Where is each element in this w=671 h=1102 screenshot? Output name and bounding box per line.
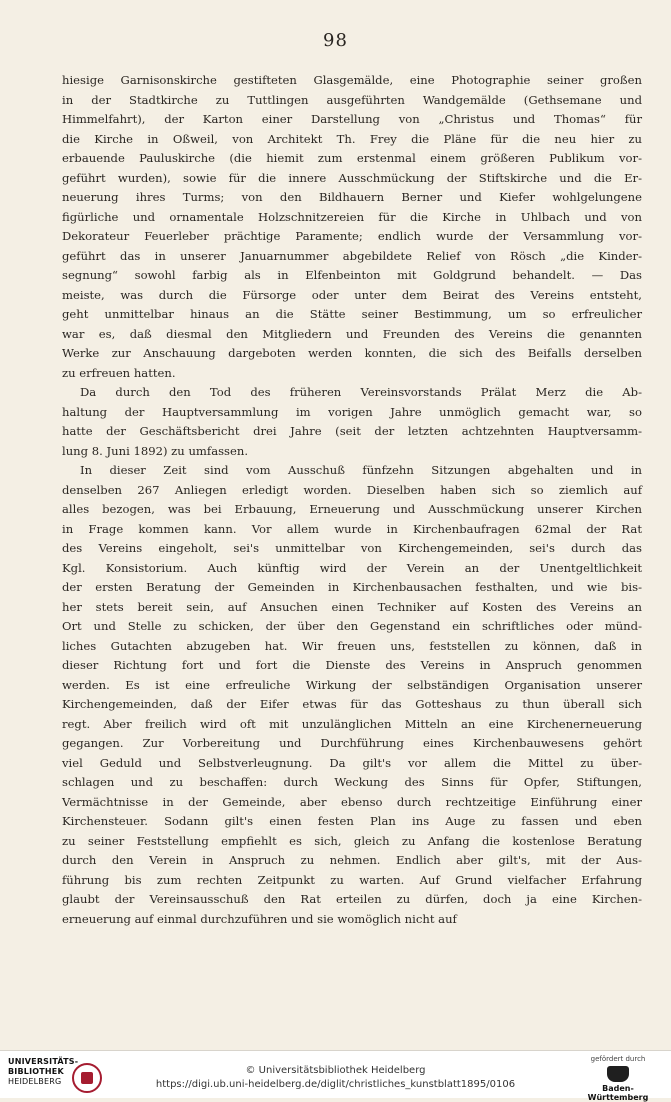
text-line: meiste, was durch die Fürsorge oder unter dem Beirat des Vereins entsteht, <box>62 287 642 302</box>
text-line: in Frage kommen kann. Vor allem wurde in Kirchenbaufragen 62mal der Rat <box>62 521 642 536</box>
text-line: In dieser Zeit sind vom Ausschuß fünfzehn Sitzungen abgehalten und in <box>80 463 642 477</box>
text-line: erbauende Pauluskirche (die hiemit zum erstenmal einem größeren Publikum vor- <box>62 151 642 165</box>
text-line: Himmelfahrt), der Karton einer Darstellung von „Christus und Thomas“ für <box>62 112 642 126</box>
text-line: werden. Es ist eine erfreuliche Wirkung der selbständigen Organisation unserer <box>62 677 642 692</box>
text-line: Werke zur Anschauung dargeboten werden konnten, die sich des Beifalls derselben <box>62 346 642 360</box>
text-line: zu erfreuen hatten. <box>62 365 176 380</box>
text-line: dieser Richtung fort und fort die Dienste des Vereins in Anspruch genommen <box>62 658 642 672</box>
page-number: 98 <box>323 30 348 51</box>
footer-bar <box>0 1050 671 1102</box>
text-line: Da durch den Tod des früheren Vereinsvorstands Prälat Merz die Ab- <box>80 385 642 399</box>
text-line: war es, daß diesmal den Mitgliedern und Freunden des Vereins die genannten <box>62 326 642 341</box>
text-line: gegangen. Zur Vorbereitung und Durchführung eines Kirchenbauwesens gehört <box>62 736 642 750</box>
text-line: der ersten Beratung der Gemeinden in Kirchenbausachen festhalten, und wie bis- <box>62 580 642 594</box>
text-line: schlagen und zu beschaffen: durch Weckung des Sinns für Opfer, Stiftungen, <box>62 775 642 789</box>
library-name-line-3: HEIDELBERG <box>8 1077 62 1086</box>
text-line: erneuerung auf einmal durchzuführen und sie womöglich nicht auf <box>62 911 457 926</box>
state-name: Baden-Württemberg <box>587 1084 649 1102</box>
text-line: hatte der Geschäftsbericht drei Jahre (seit der letzten achtzehnten Hauptversamm- <box>62 424 642 438</box>
text-line: viel Geduld und Selbstverleugnung. Da gilt's vor allem die Mittel zu über- <box>62 755 642 770</box>
library-name-line-2: BIBLIOTHEK <box>8 1067 64 1076</box>
text-line: geführt das in unserer Januarnummer abgebildete Relief von Rösch „die Kinder- <box>62 248 642 263</box>
text-line: figürliche und ornamentale Holzschnitzereien für die Kirche in Uhlbach und von <box>62 209 642 224</box>
text-line: Dekorateur Feuerleber prächtige Paramente; endlich wurde der Versammlung vor- <box>62 229 642 243</box>
text-line: führung bis zum rechten Zeitpunkt zu warten. Auf Grund vielfacher Erfahrung <box>62 872 642 887</box>
text-line: des Vereins eingeholt, sei's unmittelbar von Kirchengemeinden, sei's durch das <box>62 541 642 555</box>
text-line: Kirchensteuer. Sodann gilt's einen festen Plan ins Auge zu fassen und eben <box>62 814 642 828</box>
text-line: Vermächtnisse in der Gemeinde, aber ebenso durch rechtzeitige Einführung einer <box>62 794 642 809</box>
copyright-notice: © Universitätsbibliothek Heidelberg <box>245 1065 426 1076</box>
text-line: her stets bereit sein, auf Ansuchen einen Techniker auf Kosten des Vereins an <box>62 599 642 614</box>
text-line: regt. Aber freilich wird oft mit unzulänglichen Mitteln an eine Kirchenerneuerung <box>62 716 642 731</box>
source-url-link[interactable]: https://digi.ub.uni-heidelberg.de/diglit/christliches_kunstblatt1895/0106 <box>155 1079 516 1090</box>
text-line: neuerung ihres Turms; von den Bildhauern Berner und Kiefer wohlgelungene <box>62 190 642 204</box>
text-line: geht unmittelbar hinaus an die Stätte seiner Bestimmung, um so erfreulicher <box>62 307 642 321</box>
text-line: denselben 267 Anliegen erledigt worden. Dieselben haben sich so ziemlich auf <box>62 482 642 497</box>
funding-logo[interactable] <box>573 1055 663 1102</box>
funded-by-label: gefördert durch <box>590 1055 646 1063</box>
text-line: Kgl. Konsistorium. Auch künftig wird der Verein an der Unentgeltlichkeit <box>62 560 642 575</box>
text-line: liches Gutachten abzugeben hat. Wir freuen uns, feststellen zu können, daß in <box>62 638 642 653</box>
text-line: hiesige Garnisonskirche gestifteten Glasgemälde, eine Photographie seiner großen <box>62 73 642 87</box>
library-name-line-1: UNIVERSITÄTS- <box>8 1057 79 1066</box>
text-line: Kirchengemeinden, daß der Eifer etwas für das Gotteshaus zu thun überall sich <box>62 697 642 711</box>
text-line: geführt wurden), sowie für die innere Ausschmückung der Stiftskirche und die Er- <box>62 170 642 185</box>
state-lion-icon <box>607 1066 629 1082</box>
text-line: haltung der Hauptversammlung im vorigen Jahre unmöglich gemacht war, so <box>62 404 642 419</box>
text-line: glaubt der Vereinsausschuß den Rat erteilen zu dürfen, doch ja eine Kirchen- <box>62 892 642 906</box>
text-line: segnung“ sowohl farbig als in Elfenbeinton mit Goldgrund behandelt. — Das <box>62 268 642 282</box>
text-line: die Kirche in Oßweil, von Architekt Th. Frey die Pläne für die neu hier zu <box>62 131 642 146</box>
text-line: lung 8. Juni 1892) zu umfassen. <box>62 443 249 458</box>
body-text <box>62 71 642 929</box>
text-line: zu seiner Feststellung empfiehlt es sich, gleich zu Anfang die kostenlose Beratung <box>62 833 642 848</box>
text-line: Ort und Stelle zu schicken, der über den Gegenstand ein schriftliches oder münd- <box>62 619 642 633</box>
text-line: alles bezogen, was bei Erbauung, Erneuerung und Ausschmückung unserer Kirchen <box>62 502 642 516</box>
text-line: durch den Verein in Anspruch zu nehmen. Endlich aber gilt's, mit der Aus- <box>62 853 642 867</box>
text-line: in der Stadtkirche zu Tuttlingen ausgeführten Wandgemälde (Gethsemane und <box>62 92 642 107</box>
